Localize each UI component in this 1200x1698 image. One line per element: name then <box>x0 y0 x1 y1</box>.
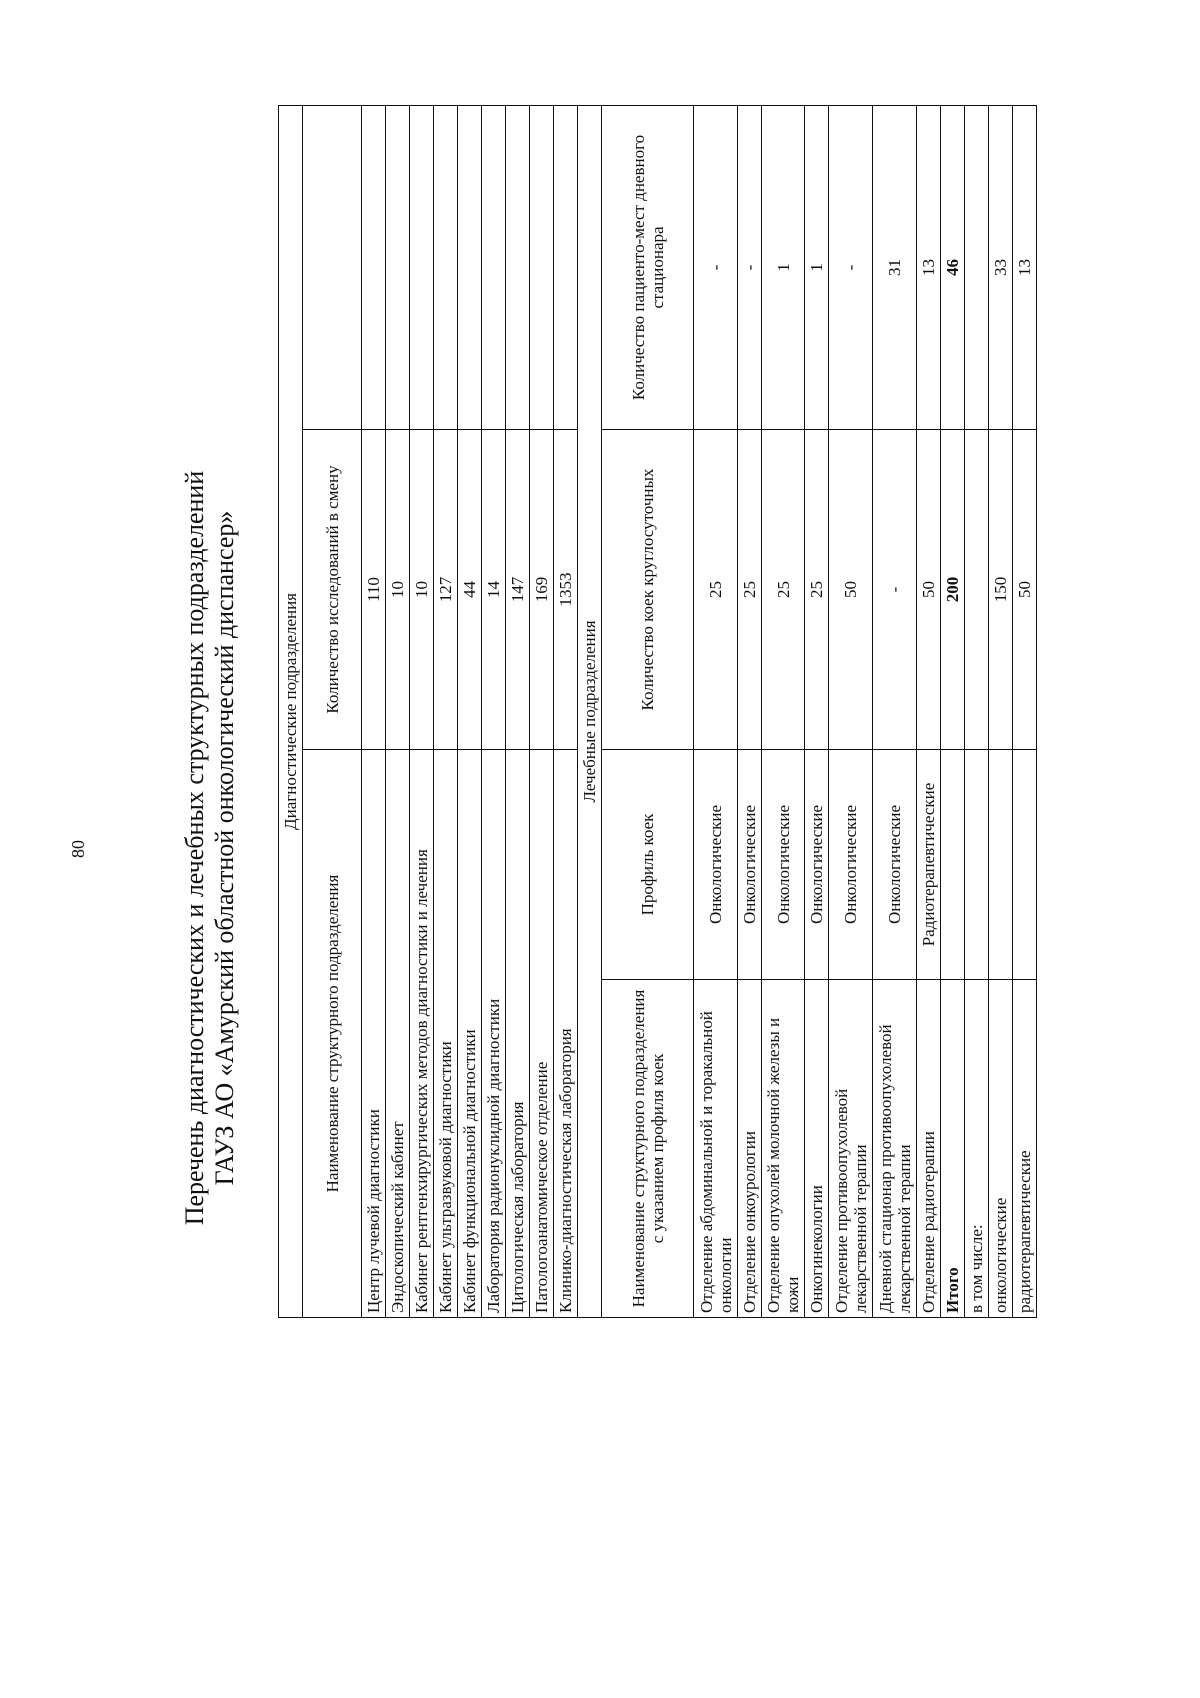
empty-cell <box>434 105 458 429</box>
diagnostic-unit-name: Патологоанатомическое отделение <box>530 750 554 1318</box>
treatment-unit-profile: Онкологические <box>873 750 917 980</box>
empty-cell <box>965 750 989 980</box>
empty-cell <box>506 105 530 429</box>
treatment-unit-beds: - <box>873 430 917 750</box>
diagnostic-unit-name: Кабинет функциональной диагностики <box>458 750 482 1318</box>
diagnostic-section-title: Диагностические подразделения <box>279 105 303 1317</box>
treatment-unit-beds: 50 <box>917 430 941 750</box>
treatment-section-title: Лечебные подразделения <box>578 105 602 1317</box>
treatment-unit-profile: Онкологические <box>694 750 738 980</box>
treatment-unit-day-places: - <box>829 105 873 429</box>
diagnostic-header-row <box>303 105 362 1317</box>
diagnostic-unit-count: 14 <box>482 430 506 750</box>
total-row <box>941 105 965 1317</box>
title-line-2: ГАУЗ АО «Амурский областной онкологический диспансер» <box>210 510 239 1186</box>
treatment-header-day-places: Количество пациенто-мест дневного стационара <box>602 105 694 429</box>
empty-cell <box>482 105 506 429</box>
breakdown-row <box>989 105 1013 1317</box>
breakdown-name: радиотерапевтические <box>1013 980 1037 1318</box>
diagnostic-unit-count: 110 <box>362 430 386 750</box>
table-row <box>805 105 829 1317</box>
treatment-unit-profile: Онкологические <box>738 750 762 980</box>
diagnostic-header-empty <box>303 105 362 429</box>
table-row <box>917 105 941 1317</box>
treatment-unit-day-places: 1 <box>762 105 805 429</box>
document-title <box>180 428 240 1268</box>
treatment-unit-profile: Онкологические <box>829 750 873 980</box>
treatment-section-row <box>578 105 602 1317</box>
treatment-unit-beds: 25 <box>805 430 829 750</box>
table-row <box>386 105 410 1317</box>
breakdown-day-places: 33 <box>989 105 1013 429</box>
diagnostic-unit-count: 1353 <box>554 430 578 750</box>
empty-cell <box>965 105 989 429</box>
treatment-header-name: Наименование структурного подразделения с указанием профиля коек <box>602 980 694 1318</box>
treatment-unit-beds: 25 <box>694 430 738 750</box>
diagnostic-header-name: Наименование структурного подразделения <box>303 750 362 1318</box>
diagnostic-unit-count: 127 <box>434 430 458 750</box>
departments-table <box>278 105 1037 1318</box>
treatment-unit-profile: Радиотерапевтические <box>917 750 941 980</box>
table-row <box>554 105 578 1317</box>
table-row <box>434 105 458 1317</box>
treatment-unit-name: Отделение радиотерапии <box>917 980 941 1318</box>
breakdown-name: онкологические <box>989 980 1013 1318</box>
empty-cell <box>965 430 989 750</box>
empty-cell <box>410 105 434 429</box>
treatment-unit-day-places: 31 <box>873 105 917 429</box>
including-row <box>965 105 989 1317</box>
treatment-unit-day-places: 1 <box>805 105 829 429</box>
total-label: Итого <box>941 980 965 1318</box>
total-beds: 200 <box>941 430 965 750</box>
diagnostic-unit-count: 10 <box>386 430 410 750</box>
empty-cell <box>989 750 1013 980</box>
diagnostic-unit-count: 169 <box>530 430 554 750</box>
empty-cell <box>1013 750 1037 980</box>
treatment-unit-beds: 50 <box>829 430 873 750</box>
diagnostic-unit-name: Кабинет ультразвуковой диагностики <box>434 750 458 1318</box>
empty-cell <box>554 105 578 429</box>
treatment-header-profile: Профиль коек <box>602 750 694 980</box>
empty-cell <box>362 105 386 429</box>
title-line-1: Перечень диагностических и лечебных структурных подразделений <box>180 470 209 1226</box>
treatment-unit-name: Отделение абдоминальной и торакальной онкологии <box>694 980 738 1318</box>
table-row <box>458 105 482 1317</box>
empty-cell <box>386 105 410 429</box>
table-row <box>482 105 506 1317</box>
breakdown-row <box>1013 105 1037 1317</box>
treatment-unit-day-places: 13 <box>917 105 941 429</box>
diagnostic-unit-name: Кабинет рентгенхирургических методов диагностики и лечения <box>410 750 434 1318</box>
page-number: 80 <box>68 840 88 858</box>
diagnostic-unit-name: Цитологическая лаборатория <box>506 750 530 1318</box>
treatment-unit-day-places: - <box>738 105 762 429</box>
treatment-unit-name: Отделение противоопухолевой лекарственной терапии <box>829 980 873 1318</box>
diagnostic-unit-name: Лаборатория радионуклидной диагностики <box>482 750 506 1318</box>
table-row <box>362 105 386 1317</box>
treatment-unit-beds: 25 <box>738 430 762 750</box>
total-day-places: 46 <box>941 105 965 429</box>
treatment-header-row <box>602 105 694 1317</box>
treatment-header-beds: Количество коек круглосуточных <box>602 430 694 750</box>
breakdown-day-places: 13 <box>1013 105 1037 429</box>
treatment-unit-name: Онкогинекологии <box>805 980 829 1318</box>
diagnostic-unit-name: Клинико-диагностическая лаборатория <box>554 750 578 1318</box>
table-row <box>694 105 738 1317</box>
diagnostic-section-row <box>279 105 303 1317</box>
diagnostic-unit-name: Центр лучевой диагностики <box>362 750 386 1318</box>
table-row <box>738 105 762 1317</box>
treatment-unit-profile: Онкологические <box>762 750 805 980</box>
diagnostic-header-count: Количество исследований в смену <box>303 430 362 750</box>
table-row <box>410 105 434 1317</box>
treatment-unit-name: Дневной стационар противоопухолевой лекарственной терапии <box>873 980 917 1318</box>
diagnostic-unit-count: 10 <box>410 430 434 750</box>
treatment-unit-day-places: - <box>694 105 738 429</box>
diagnostic-unit-count: 44 <box>458 430 482 750</box>
table-row <box>506 105 530 1317</box>
table-row <box>829 105 873 1317</box>
empty-cell <box>941 750 965 980</box>
treatment-unit-name: Отделение онкоурологии <box>738 980 762 1318</box>
table-row <box>530 105 554 1317</box>
treatment-unit-name: Отделение опухолей молочной железы и кожи <box>762 980 805 1318</box>
table-row <box>762 105 805 1317</box>
diagnostic-unit-count: 147 <box>506 430 530 750</box>
table-row <box>873 105 917 1317</box>
treatment-unit-beds: 25 <box>762 430 805 750</box>
including-label: в том числе: <box>965 980 989 1318</box>
diagnostic-unit-name: Эндоскопический кабинет <box>386 750 410 1318</box>
treatment-unit-profile: Онкологические <box>805 750 829 980</box>
breakdown-beds: 50 <box>1013 430 1037 750</box>
empty-cell <box>530 105 554 429</box>
empty-cell <box>458 105 482 429</box>
breakdown-beds: 150 <box>989 430 1013 750</box>
